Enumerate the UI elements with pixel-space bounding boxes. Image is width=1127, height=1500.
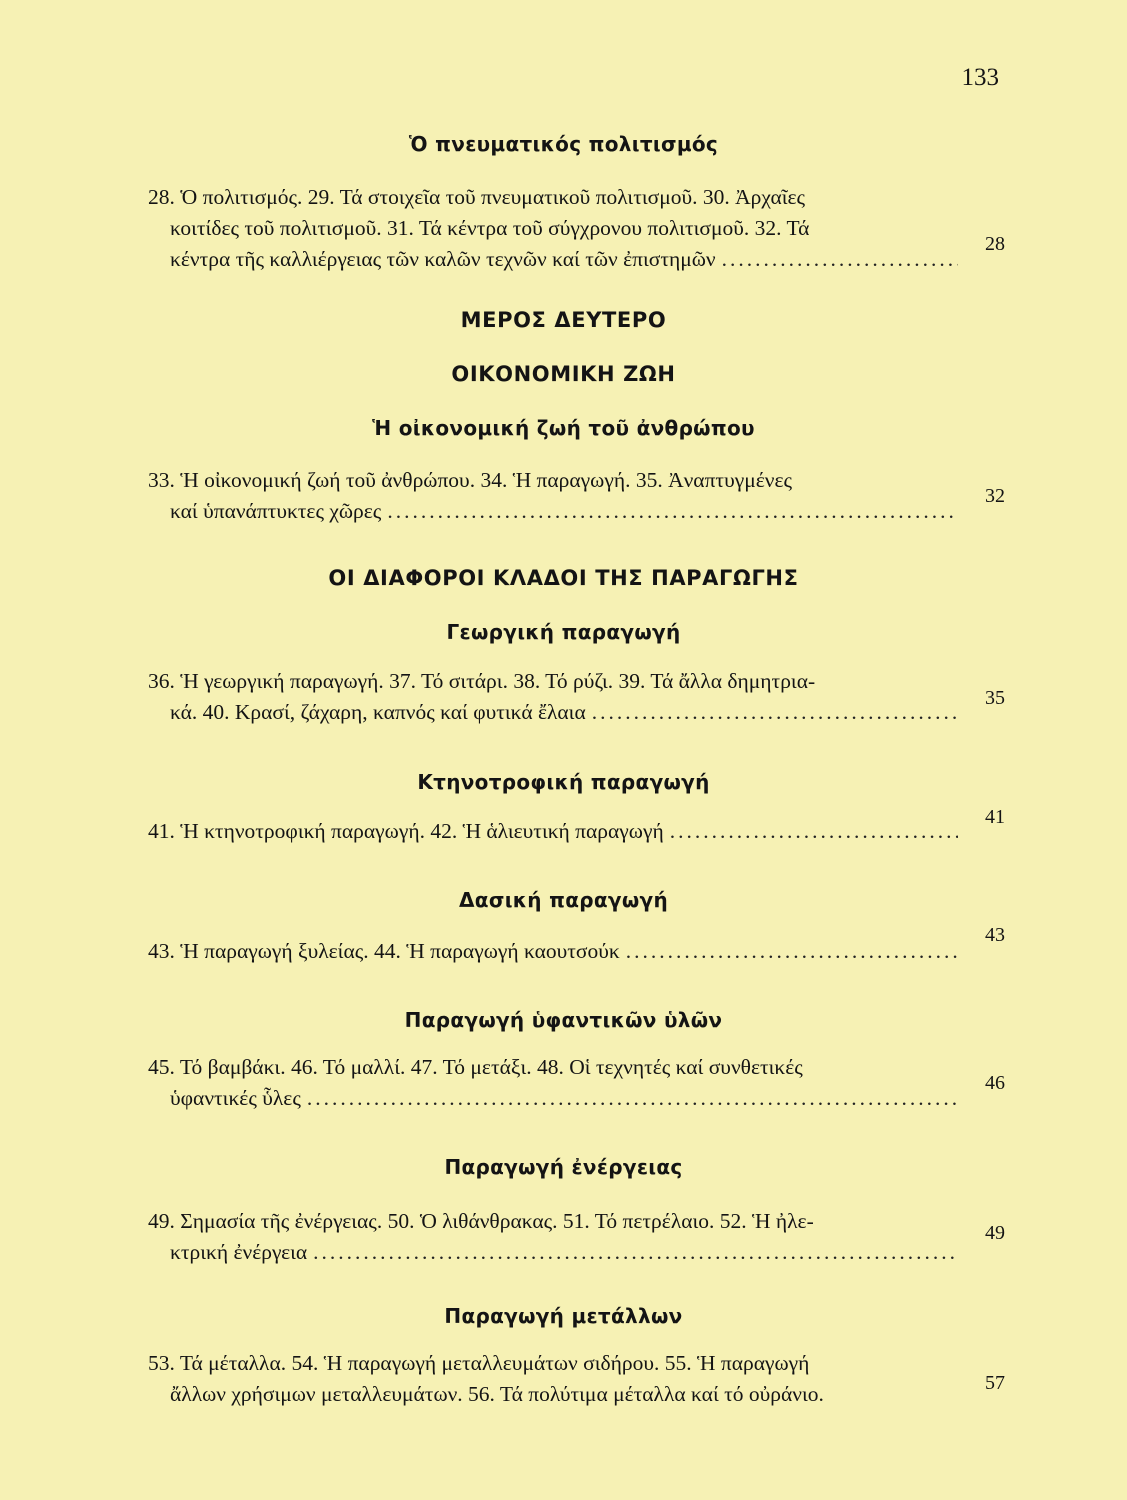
entry-line: κοιτίδες τοῦ πολιτισμοῦ. 31. Τά κέντρα τοῦ σύγχρονου πολιτισμοῦ. 32. Τά <box>170 216 810 240</box>
toc-entry-36 <box>148 666 958 728</box>
dot-leader <box>670 816 958 847</box>
part-heading: ΜΕΡΟΣ ΔΕΥΤΕΡΟ <box>460 308 667 332</box>
section-heading-agriculture: Γεωργική παραγωγή <box>446 620 681 644</box>
dot-leader <box>307 1083 958 1114</box>
toc-entry-45 <box>148 1052 958 1114</box>
entry-line: 49. Σημασία τῆς ἐνέργειας. 50. Ὁ λιθάνθρακας. 51. Τό πετρέλαιο. 52. Ἡ ἠλε- <box>148 1209 814 1233</box>
toc-entry-33 <box>148 465 958 527</box>
toc-entry-41 <box>148 816 958 847</box>
dot-leader <box>313 1237 958 1268</box>
dot-leader <box>722 244 958 275</box>
entry-page-number: 32 <box>985 485 1005 507</box>
entry-line: 33. Ἡ οἰκονομική ζωή τοῦ ἀνθρώπου. 34. Ἡ παραγωγή. 35. Ἀναπτυγμένες <box>148 468 793 492</box>
section-heading-forestry: Δασική παραγωγή <box>459 888 668 912</box>
section-heading-spiritual-culture: Ὁ πνευματικός πολιτισμός <box>408 132 719 156</box>
entry-page-number: 49 <box>985 1222 1005 1244</box>
entry-line: 45. Τό βαμβάκι. 46. Τό μαλλί. 47. Τό μετάξι. 48. Οἱ τεχνητές καί συνθετικές <box>148 1055 803 1079</box>
entry-line: 36. Ἡ γεωργική παραγωγή. 37. Τό σιτάρι. 38. Τό ρύζι. 39. Τά ἄλλα δημητρια- <box>148 669 816 693</box>
entry-page-number: 57 <box>985 1372 1005 1394</box>
entry-page-number: 28 <box>985 233 1005 255</box>
entry-line: 41. Ἡ κτηνοτροφική παραγωγή. 42. Ἡ ἁλιευτική παραγωγή <box>148 819 664 843</box>
toc-entry-43 <box>148 936 958 967</box>
toc-entry-53 <box>148 1348 958 1410</box>
entry-line: κά. 40. Κρασί, ζάχαρη, καπνός καί φυτικά ἔλαια <box>170 700 586 724</box>
entry-page-number: 43 <box>985 924 1005 946</box>
dot-leader <box>626 936 958 967</box>
toc-entry-49 <box>148 1206 958 1268</box>
entry-line: 43. Ἡ παραγωγή ξυλείας. 44. Ἡ παραγωγή καουτσούκ <box>148 939 620 963</box>
entry-line: 28. Ὁ πολιτισμός. 29. Τά στοιχεῖα τοῦ πνευματικοῦ πολιτισμοῦ. 30. Ἀρχαῖες <box>148 185 806 209</box>
section-heading-energy: Παραγωγή ἐνέργειας <box>444 1155 683 1179</box>
entry-line: 53. Τά μέταλλα. 54. Ἡ παραγωγή μεταλλευμάτων σιδήρου. 55. Ἡ παραγωγή <box>148 1351 810 1375</box>
entry-line: καί ὑπανάπτυκτες χῶρες <box>170 499 382 523</box>
section-heading-textiles: Παραγωγή ὑφαντικῶν ὑλῶν <box>404 1008 723 1032</box>
dot-leader <box>387 496 958 527</box>
entry-page-number: 46 <box>985 1072 1005 1094</box>
entry-line: ἄλλων χρήσιμων μεταλλευμάτων. 56. Τά πολύτιμα μέταλλα καί τό οὐράνιο. <box>170 1382 824 1406</box>
entry-page-number: 35 <box>985 687 1005 709</box>
section-heading-livestock: Κτηνοτροφική παραγωγή <box>417 770 710 794</box>
toc-entry-28 <box>148 182 958 275</box>
entry-page-number: 41 <box>985 806 1005 828</box>
dot-leader <box>592 697 958 728</box>
chapter-title: ΟΙ ΔΙΑΦΟΡΟΙ ΚΛΑΔΟΙ ΤΗΣ ΠΑΡΑΓΩΓΗΣ <box>328 566 799 590</box>
part-title: ΟΙΚΟΝΟΜΙΚΗ ΖΩΗ <box>451 362 676 386</box>
page-number: 133 <box>961 64 999 91</box>
section-heading-economic-life: Ἡ οἰκονομική ζωή τοῦ ἀνθρώπου <box>372 416 755 440</box>
section-heading-metals: Παραγωγή μετάλλων <box>444 1304 683 1328</box>
entry-line: κέντρα τῆς καλλιέργειας τῶν καλῶν τεχνῶν καί τῶν ἐπιστημῶν <box>170 247 716 271</box>
entry-line: κτρική ἐνέργεια <box>170 1240 308 1264</box>
entry-line: ὑφαντικές ὗλες <box>170 1086 301 1110</box>
